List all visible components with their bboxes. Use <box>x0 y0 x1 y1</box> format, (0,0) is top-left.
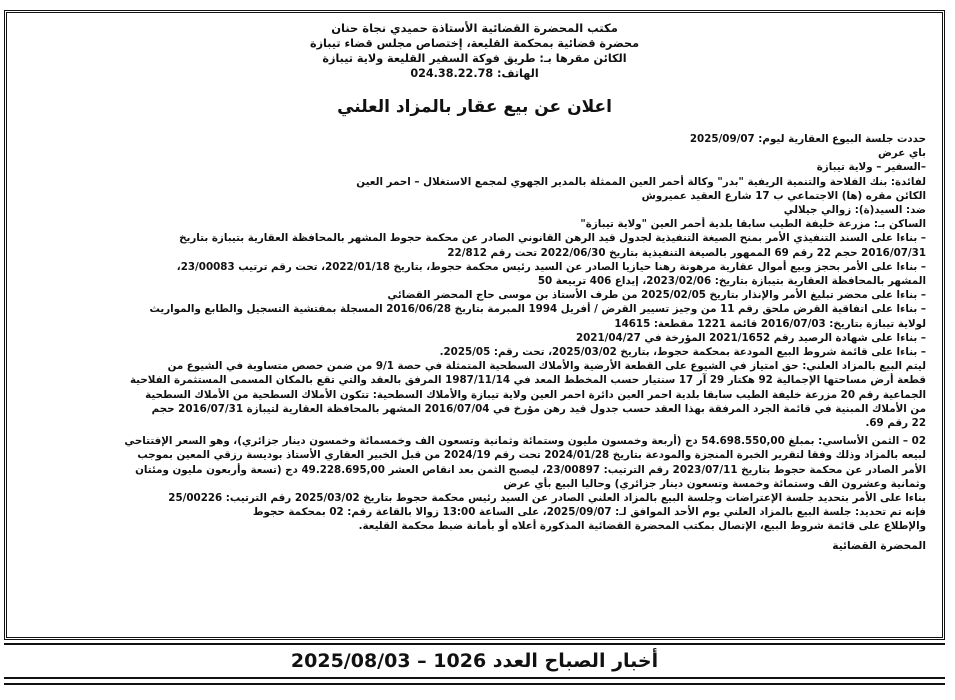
debtor-name: ضد: السيد(ة): زوالي جيلالي <box>783 204 926 217</box>
offer-note: باي عرض <box>877 147 926 160</box>
closing-line: فإنه تم تحديد: جلسة البيع بالمزاد العلني يوم الأحد الموافق لـ: 2025/09/07، على الساعة 13:00 زوالا بالقاعة رقم: 02 بمحكمة حجوط <box>252 506 926 519</box>
basis-line: – بناءا على الأمر بحجز وبيع أموال عقارية مرهونة رهنا حيازيا الصادر عن السيد رئيس محكمة حجوط، بتاريخ 2022/01/18، تحت رقم ترتيب 23/00083، <box>176 260 926 273</box>
sale-object-line: ليتم البيع بالمزاد العلني: حق امتياز في الشيوع على القطعة الأرضية والأملاك السطحية المتمثلة في حصة 9/1 من ضمن حصص متساوية في الشيوع من <box>167 360 926 373</box>
phone-label: الهاتف: <box>497 67 539 80</box>
base-price <box>23 434 926 491</box>
price-line: وثمانية وعشرون الف وستمائة وخمسة وتسعون دينار جزائري) وحاليا البيع بأي عرض <box>503 477 926 490</box>
announcement-title: اعلان عن بيع عقار بالمزاد العلني <box>337 97 612 117</box>
basis-line: – بناءا على السند التنفيذي الأمر بمنح الصيغة التنفيذية لجدول قيد الرهن القانوني الصادر عن محكمة حجوط المشهر بالمحافظة العقارية بتيبازة بتاريخ <box>179 232 926 245</box>
footer-rule <box>4 683 945 685</box>
office-name: مكتب المحضرة القضائية الأستاذة حميدي نجاة حنان <box>331 21 618 35</box>
price-line: الأمر الصادر عن محكمة حجوط بتاريخ 2023/07/11 رقم الترتيب: 23/00897، ليصبح الثمن بعد انقاص العشر 49.228.695,00 دج (تسعة وأربعون مليون ومئتان <box>135 463 926 476</box>
basis-line: 2016/07/31 حجم 22 رقم 69 الممهور بالصيغة التنفيذية بتاريخ 2022/06/30 تحت رقم 22/812 <box>447 246 926 259</box>
office-phone <box>23 66 926 81</box>
basis-line: – بناءا على اتفاقية القرض ملحق رقم 11 من وجيز تسيير القرض / أفريل 1994 المبرمة بتاريخ 2016/06/28 المسجلة بمفتشية التسجيل والطابع والمواريث <box>149 303 926 316</box>
basis-line: – بناءا على قائمة شروط البيع المودعة بمحكمة حجوط، بتاريخ 2025/03/02، تحت رقم: 2025/05. <box>439 346 926 359</box>
basis-line: لولاية تيبازة بتاريخ: 2016/07/03 قائمة 1221 مقطعة: 14615 <box>614 317 926 330</box>
closing-line: والإطلاع على قائمة شروط البيع، الإتصال بمكتب المحضرة القضائية المذكورة أعلاه أو بأمانة ضبط محكمة القليعة. <box>358 520 926 533</box>
signature: المحضرة القضائية <box>832 539 926 552</box>
newspaper-footer: أخبار الصباح العدد 1026 – 2025/08/03 <box>4 643 945 679</box>
sale-object-line: من الأملاك المبنية في قائمة الجرد المرفقة بهذا العقد حسب جدول قيد رهن مؤرخ في 2016/07/04 المشهر بالمحافظة العقارية لتيبازة 2016/07/31 حجم <box>151 402 926 415</box>
closing-line: بناءا على الأمر بتحديد جلسة الإعتراضات وجلسة البيع بالمزاد العلني الصادر عن السيد رئيس محكمة حجوط بتاريخ 2025/03/02 رقم الترتيب: 25/00226 <box>168 492 926 505</box>
sale-object <box>23 359 926 430</box>
sale-object-line: قطعة أرض مساحتها الإجمالية 92 هكتار 29 آر 17 سنتيار حسب المخطط المعد في 1987/11/14 المرفق بالعقد والتي تقع بالمكان المسمى المستثمرة الفلاحية <box>129 374 926 387</box>
legal-basis <box>23 231 926 359</box>
basis-line: – بناءا على محضر تبليغ الأمر والإنذار بتاريخ 2025/02/05 من طرف الأستاذ بن موسى حاج المحضر القضائي <box>387 289 926 302</box>
price-line: لبيعه بالمزاد وذلك وفقا لتقرير الخبرة المنجزة والمودعة بتاريخ 2024/01/28 تحت رقم 2024/19 من قبل الخبير العقاري الأستاذ بوديسة رزقي المعين بموجب <box>137 449 926 462</box>
debtor-residence: الساكن بـ: مزرعة خليفة الطيب سابقا بلدية أحمر العين "ولاية تيبازة" <box>580 218 926 231</box>
court-jurisdiction: محضرة قضائية بمحكمة القليعة، إختصاص مجلس قضاء تيبازة <box>309 37 640 50</box>
basis-line: المشهر بالمحافظة العقارية بتيبازة بتاريخ: 2023/02/06، إيداع 406 تربيعة 50 <box>537 275 926 288</box>
basis-line: – بناءا على شهادة الرصيد رقم 2021/1652 المؤرخة في 2021/04/27 <box>575 331 926 344</box>
phone-number: 024.38.22.78 <box>410 67 494 80</box>
sale-object-line: الجماعية رقم 20 مزرعة خليفة الطيب سابقا بلدية احمر العين دائرة احمر العين ولاية تيبازة والأملاك السطحية: تتكون الأملاك السطحية من الأملاك السطحية <box>145 388 926 401</box>
office-address: الكائن مقرها بـ: طريق فوكة السفير القليعة ولاية تيبازة <box>322 52 627 65</box>
sale-location: –السفير – ولاية تيبازة <box>816 161 926 174</box>
sale-object-line: 22 رقم 69. <box>865 417 926 430</box>
price-line: 02 – الثمن الأساسي: بمبلغ 54.698.550,00 دج (أربعة وخمسون مليون وستمائة وثمانية وتسعون الف وخمسمائة وخمسون دينار جزائري)، وهو السعر الإفتتاحي <box>124 435 926 448</box>
beneficiary: لفائدة: بنك الفلاحة والتنمية الريفية "بدر" وكالة أحمر العين الممثلة بالمدير الجهوي لمجمع الاستغلال – احمر العين <box>356 175 926 188</box>
session-date: حددت جلسة البيوع العقارية ليوم: 2025/09/07 <box>689 133 926 145</box>
closing-notice <box>23 491 926 534</box>
announcement-frame <box>4 10 945 640</box>
beneficiary-address: الكائن مقره (ها) الاجتماعي ب 17 شارع العقيد عميروش <box>641 189 926 202</box>
